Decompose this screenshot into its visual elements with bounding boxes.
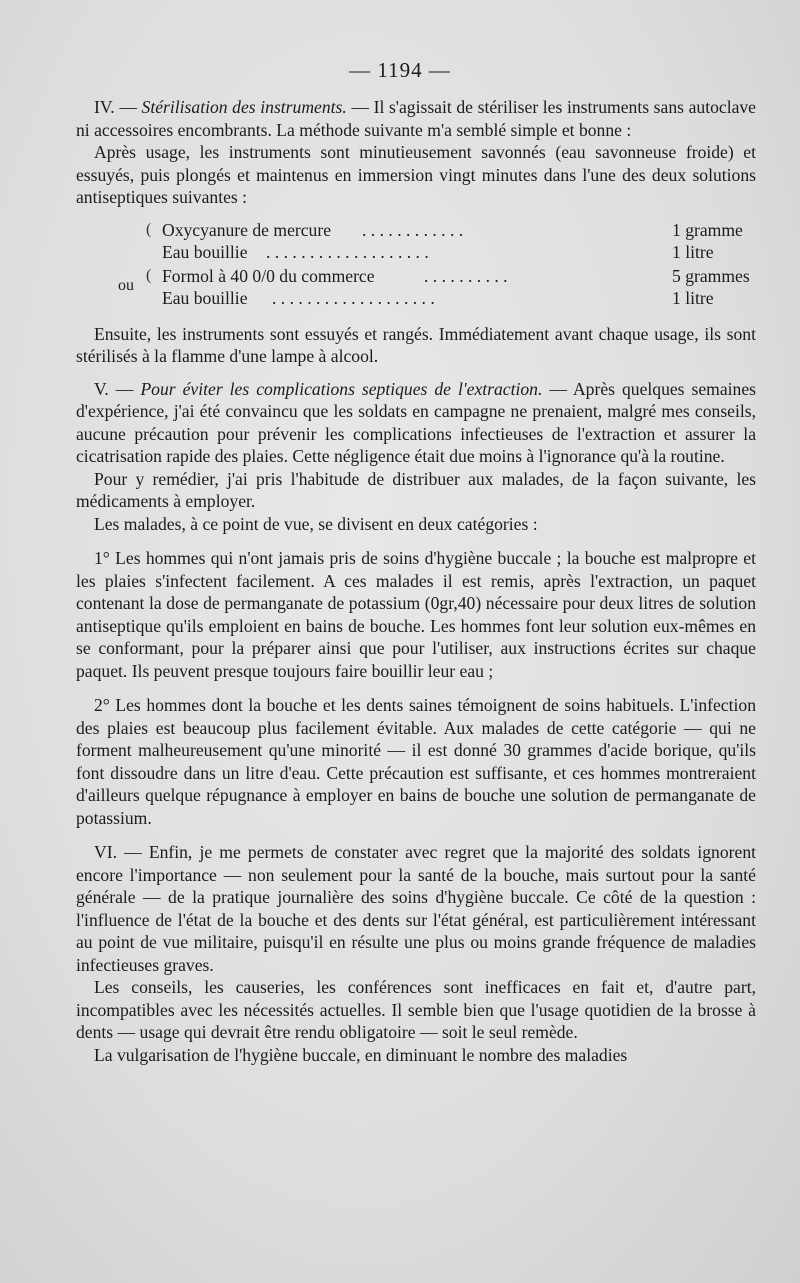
dot-leader: . . . . . . . . . . . . . . . . . . . bbox=[266, 241, 429, 262]
formula-row bbox=[162, 241, 742, 263]
section-iv-label: IV. — bbox=[94, 97, 137, 117]
dot-leader: . . . . . . . . . . . . . . . . . . . bbox=[272, 287, 435, 308]
formula-qty: 1 litre bbox=[672, 241, 714, 262]
section-vi-paragraph-3: La vulgarisation de l'hygiène buccale, en diminuant le nombre des maladies bbox=[94, 1044, 628, 1065]
formula-name: Oxycyanure de mercure bbox=[162, 219, 332, 240]
formula-qty: 5 grammes bbox=[672, 265, 750, 286]
section-iv-paragraph-2: Après usage, les instruments sont minutieusement savonnés (eau savonneuse froide) et essuyés, puis plongés et maintenus en immersion vingt minutes dans l'une des deux solutions antiseptiques suivantes : bbox=[76, 142, 756, 207]
formula-qty: 1 gramme bbox=[672, 219, 743, 240]
ou-label: ou bbox=[118, 276, 134, 294]
formula-name: Formol à 40 0/0 du commerce bbox=[162, 265, 375, 286]
section-v-label: V. — bbox=[94, 378, 134, 399]
formula-row bbox=[162, 287, 742, 309]
body-text bbox=[76, 96, 756, 1066]
section-iv-intro bbox=[76, 96, 756, 141]
section-v-text1: — Après quelques semaines d'expérience, j'ai été convaincu que les soldats en campagne ne prenaient, malgré mes conseils, aucune précaution pour prévenir les complications infectieuses de l'extraction et assurer la cicatrisation rapide des plaies. Cette négligence était due moins à l'ignorance qu'à la routine. bbox=[76, 378, 757, 466]
dot-leader: . . . . . . . . . . bbox=[424, 265, 508, 286]
formula-row bbox=[162, 265, 750, 287]
section-v-paragraph-3: Les malades, à ce point de vue, se divisent en deux catégories : bbox=[94, 513, 538, 534]
section-iv-title: Stérilisation des instruments. bbox=[141, 97, 347, 117]
brace-bottom: ( bbox=[146, 266, 152, 284]
section-v-title: Pour éviter les complications septiques de l'extraction. bbox=[140, 378, 543, 399]
formula-name: Eau bouillie bbox=[162, 287, 248, 308]
section-iv-text1: — Il s'agissait de stériliser les instruments sans autoclave ni accessoires encombrants. La méthode suivante m'a semblé simple et bonne : bbox=[76, 97, 756, 140]
formula-name: Eau bouillie bbox=[162, 241, 248, 262]
section-v-paragraph-2: Pour y remédier, j'ai pris l'habitude de distribuer aux malades, de la façon suivante, les médicaments à employer. bbox=[76, 468, 756, 511]
section-iv-paragraph-3: Ensuite, les instruments sont essuyés et rangés. Immédiatement avant chaque usage, ils sont stérilisés à la flamme d'une lampe à alcool. bbox=[76, 323, 756, 366]
brace-top: ( bbox=[146, 220, 152, 238]
section-vi-paragraph-1: VI. — Enfin, je me permets de constater avec regret que la majorité des soldats ignorent encore l'importance — non seulement pour la santé de la bouche, mais surtout pour la santé générale — de la pratique journalière des soins d'hygiène buccale. Ce côté de la question : l'influence de l'état de la bouche et des dents sur l'état général, est particulièrement intéressant au point de vue militaire, puisqu'il en résulte une plus ou moins grande fréquence de maladies infectieuses graves. bbox=[76, 842, 756, 975]
solutions-formula bbox=[76, 219, 756, 311]
page-number: — 1194 — bbox=[349, 58, 451, 82]
section-v-intro bbox=[76, 378, 756, 468]
formula-row bbox=[162, 219, 742, 241]
dot-leader: . . . . . . . . . . . . bbox=[362, 219, 464, 240]
formula-qty: 1 litre bbox=[672, 287, 714, 308]
section-vi-paragraph-2: Les conseils, les causeries, les conférences sont inefficaces en fait et, d'autre part, incompatibles avec les nécessités actuelles. Il semble bien que l'usage quotidien de la brosse à dents — usage qui devrait être rendu obligatoire — soit le seul remède. bbox=[76, 977, 756, 1042]
section-v-item-1: 1° Les hommes qui n'ont jamais pris de soins d'hygiène buccale ; la bouche est malpropre et les plaies s'infectent facilement. A ces malades il est remis, après l'extraction, un paquet contenant la dose de permanganate de potassium (0gr,40) nécessaire pour deux litres de solution antiseptique qu'ils emploient en bains de bouche. Les hommes font leur solution eux-mêmes en se conformant, pour la préparer ainsi que pour l'utiliser, aux instructions écrites sur chaque paquet. Ils peuvent presque toujours faire bouillir leur eau ; bbox=[76, 548, 756, 681]
section-v-item-2: 2° Les hommes dont la bouche et les dents saines témoignent de soins habituels. L'infection des plaies est beaucoup plus facilement évitable. Aux malades de cette catégorie — qui ne forment malheureusement qu'une minorité — il est donné 30 grammes d'acide borique, qu'ils font dissoudre dans un litre d'eau. Cette précaution est suffisante, et ces hommes montreraient d'ailleurs quelque répugnance à employer en bains de bouche une solution de permanganate de potassium. bbox=[76, 695, 756, 828]
